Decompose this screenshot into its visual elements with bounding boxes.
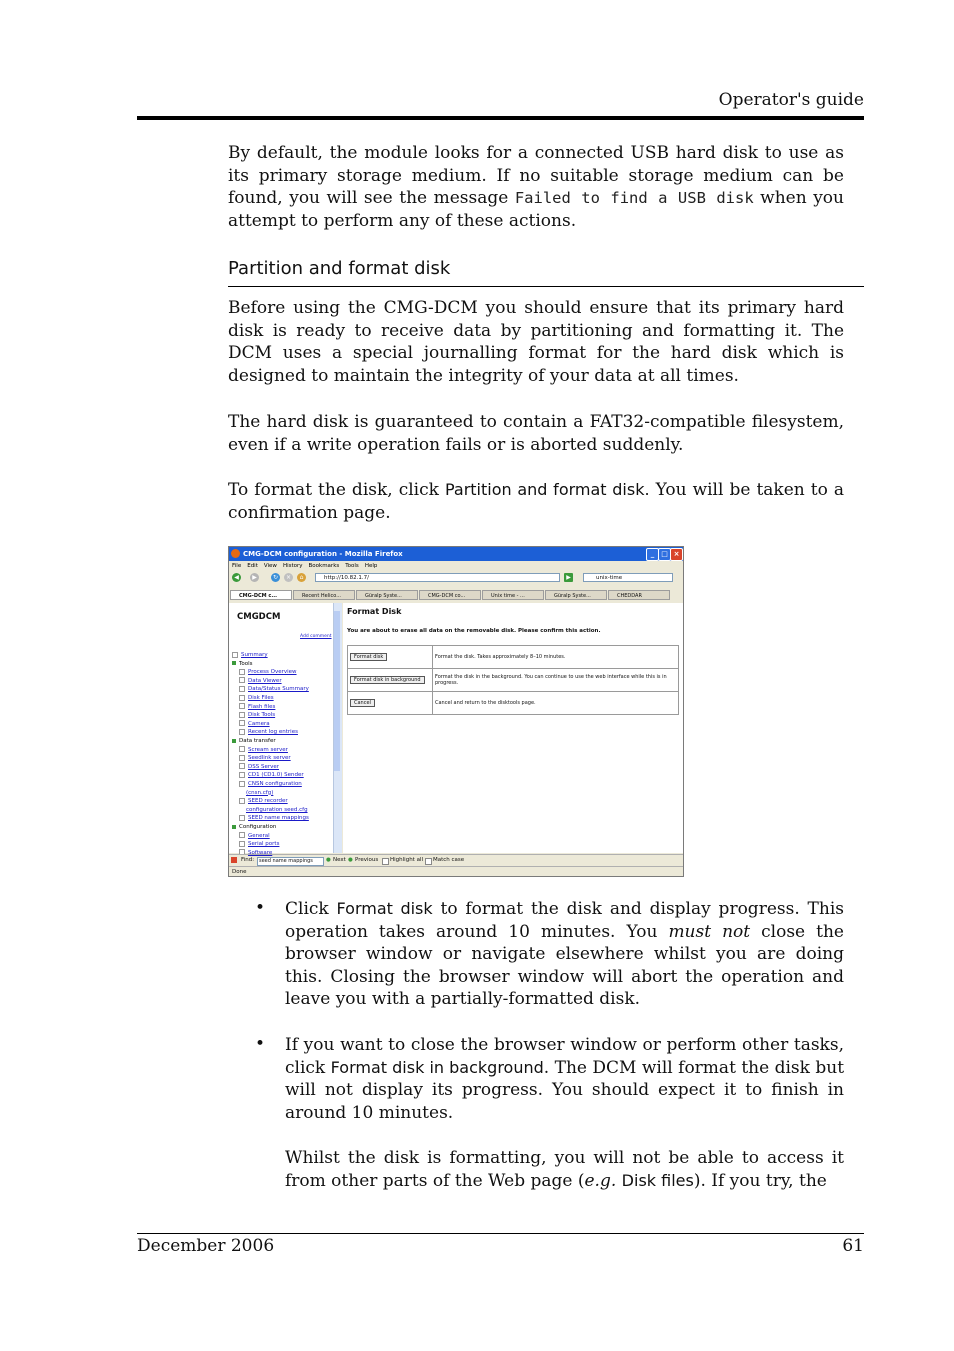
content-title: Format Disk xyxy=(347,607,402,616)
firefox-icon xyxy=(231,549,240,558)
sidebar-item-flash-files[interactable] xyxy=(239,703,275,711)
page-number: 61 xyxy=(842,1236,864,1256)
option-description: Cancel and return to the disktools page. xyxy=(433,692,679,715)
folder-icon xyxy=(232,739,236,743)
sidebar-item-cd1-cd1-0-sender[interactable] xyxy=(239,771,304,779)
find-label: Find: xyxy=(241,857,255,863)
sidebar-item-cnsn-configuration[interactable] xyxy=(239,780,302,788)
sidebar-item-seed-name-mappings[interactable] xyxy=(239,814,309,822)
b1-after: close the browser window or navigate elsewhere whilst you are doing this. Closing the browser window will abort the operation and leave you with a partially-formatted disk. xyxy=(285,921,844,1010)
sidebar-item-data-viewer[interactable] xyxy=(239,677,282,685)
page-icon xyxy=(239,712,245,718)
match-case-checkbox[interactable] xyxy=(425,858,432,865)
sidebar-item-data-transfer xyxy=(232,737,276,745)
format-disk-button[interactable]: Format disk xyxy=(350,653,387,661)
sidebar-item-label: Serial ports xyxy=(248,841,280,848)
sidebar-item-label: General xyxy=(248,832,270,839)
close-find-icon[interactable] xyxy=(231,857,237,863)
sidebar-scroll-thumb[interactable] xyxy=(334,611,340,771)
minimize-icon[interactable]: _ xyxy=(646,548,659,561)
sidebar-item-data-status-summary[interactable] xyxy=(239,685,309,693)
page-icon xyxy=(232,652,238,658)
section-paragraph-2 xyxy=(228,411,844,456)
window-titlebar xyxy=(229,547,683,561)
sidebar-brand: CMGDCM xyxy=(237,612,281,622)
tab-cheddar[interactable]: CHEDDAR xyxy=(608,590,670,600)
b1-emphasis: must not xyxy=(668,921,751,942)
sidebar-item-label: SEED name mappings xyxy=(248,815,309,822)
section-title: Partition and format disk xyxy=(228,258,451,279)
page-icon xyxy=(239,832,245,838)
find-next-button[interactable]: Next xyxy=(333,857,346,863)
sidebar-item-scream-server[interactable] xyxy=(239,746,288,754)
content-warning: You are about to erase all data on the removable disk. Please confirm this action. xyxy=(347,628,601,634)
bullet-marker: • xyxy=(255,898,266,918)
option-description: Format the disk in the background. You can continue to use the web interface while this is in progress. xyxy=(433,669,679,692)
tab-cmg-dcm[interactable]: CMG-DCM c... xyxy=(230,590,292,600)
sidebar-item-disk-files[interactable] xyxy=(239,694,274,702)
forward-icon[interactable]: ▶ xyxy=(250,573,259,582)
sidebar-item-general[interactable] xyxy=(239,832,270,840)
cancel-button[interactable]: Cancel xyxy=(350,699,375,707)
previous-icon[interactable]: ● xyxy=(348,857,353,863)
running-header: Operator's guide xyxy=(718,90,864,110)
table-row xyxy=(348,669,679,692)
tab-recent-helico[interactable]: Recent Helico... xyxy=(293,590,355,600)
intro-text-before: By default, the module looks for a connected USB hard disk to use as its primary storage medium. If no suitable storage medium can be found, you will see the message xyxy=(228,143,844,209)
status-bar xyxy=(229,866,683,877)
option-description: Format the disk. Takes approximately 8–10 minutes. xyxy=(433,646,679,669)
bullet-2 xyxy=(285,1034,844,1124)
sidebar-item-label: configuration seed.cfg xyxy=(246,806,308,813)
para2-text: The hard disk is guaranteed to contain a FAT32-compatible filesystem, even if a write operation fails or is aborted suddenly. xyxy=(228,412,844,455)
intro-paragraph xyxy=(228,142,844,232)
page-icon xyxy=(239,781,245,787)
table-cell xyxy=(348,692,433,715)
sidebar-item-label: SEED recorder xyxy=(248,798,288,805)
sidebar-item-label: Camera xyxy=(248,720,270,727)
sidebar-item-label: Data Viewer xyxy=(248,677,282,684)
sidebar-item-label: Recent log entries xyxy=(248,729,298,736)
sidebar-item-process-overview[interactable] xyxy=(239,668,297,676)
footer-rule xyxy=(137,1233,864,1234)
sidebar-item-disk-tools[interactable] xyxy=(239,711,275,719)
menu-history[interactable]: History xyxy=(282,563,303,569)
para3-after: You will be taken to a confirmation page. xyxy=(228,480,844,523)
browser-screenshot xyxy=(228,546,684,877)
b2-after: . The DCM will format the disk but will not display its progress. You should expect it to finish in around 10 minutes. xyxy=(285,1057,845,1123)
url-input[interactable]: http://10.82.1.7/ xyxy=(315,573,560,582)
page-icon xyxy=(239,720,245,726)
ui-label-format-background: Format disk in background xyxy=(330,1057,544,1077)
header-rule xyxy=(137,116,864,120)
navigation-toolbar xyxy=(229,571,683,585)
menu-bookmarks[interactable]: Bookmarks xyxy=(308,563,340,569)
footer-date: December 2006 xyxy=(137,1236,275,1256)
table-row xyxy=(348,646,679,669)
para1-text: Before using the CMG-DCM you should ensure that its primary hard disk is ready to receive data by partitioning and formatting it. The DCM uses a special journalling format for the hard disk which is designed to maintain the integrity of your data at all times. xyxy=(228,298,844,386)
go-icon[interactable]: ▶ xyxy=(564,573,573,582)
tab-bar xyxy=(229,589,683,601)
menu-bar xyxy=(229,561,683,571)
page-icon xyxy=(239,669,245,675)
maximize-icon[interactable]: □ xyxy=(658,548,671,561)
back-icon[interactable]: ◀ xyxy=(232,573,241,582)
stop-icon[interactable]: × xyxy=(285,574,292,581)
sidebar-item-label: Data transfer xyxy=(239,738,276,744)
sidebar-item-label: Disk Tools xyxy=(248,712,276,719)
folder-icon xyxy=(232,825,236,829)
next-icon[interactable]: ● xyxy=(326,857,331,863)
intro-text-after: when you attempt to perform any of these actions. xyxy=(228,188,844,231)
highlight-icon[interactable] xyxy=(382,858,389,865)
find-input[interactable]: seed name mappings xyxy=(257,857,324,866)
page-icon xyxy=(239,815,245,821)
b2-before: If you want to close the browser window or perform other tasks, click xyxy=(285,1035,844,1078)
page-icon xyxy=(239,798,245,804)
table-cell xyxy=(348,669,433,692)
search-input[interactable]: unix-time xyxy=(583,573,673,582)
sidebar-item-label: Disk Files xyxy=(248,695,274,701)
format-options-table xyxy=(347,645,679,715)
page-icon xyxy=(239,763,245,769)
sidebar-item-label: (cnsn.cfg) xyxy=(246,789,274,796)
sidebar-item-seed-recorder[interactable] xyxy=(239,797,288,805)
section-rule xyxy=(228,286,864,287)
menu-file[interactable]: File xyxy=(232,563,242,569)
sidebar-item-dss-server[interactable] xyxy=(239,763,279,771)
page-icon xyxy=(239,686,245,692)
sidebar-item-label: Seedlink server xyxy=(248,755,291,762)
menu-help[interactable]: Help xyxy=(364,563,378,569)
sidebar-item-label: Scream server xyxy=(248,746,288,753)
sidebar-item-tools xyxy=(232,660,253,668)
b2p2-emphasis: e.g. xyxy=(584,1170,617,1191)
status-text: Done xyxy=(232,869,247,875)
b2p2-after: ). If you try, the xyxy=(693,1170,827,1191)
ui-label-partition: Partition and format disk. xyxy=(444,480,650,499)
sidebar-item-serial-ports[interactable] xyxy=(239,840,279,848)
close-icon[interactable]: × xyxy=(670,548,683,561)
sidebar-item-label: CD1 (CD1.0) Sender xyxy=(248,772,304,779)
bullet-2-para-2 xyxy=(285,1147,844,1192)
b1-before: Click xyxy=(285,899,337,919)
sidebar-item-label: Configuration xyxy=(239,824,277,830)
highlight-all-button[interactable]: Highlight all xyxy=(390,857,424,863)
home-icon[interactable]: ⌂ xyxy=(297,573,306,582)
sidebar-item-label: Tools xyxy=(239,660,253,667)
tab-cmg-dcm-2[interactable]: CMG-DCM co... xyxy=(419,590,481,600)
bullet-marker: • xyxy=(255,1034,266,1054)
page-icon xyxy=(239,772,245,778)
b1-mid: to format the disk and display progress. This operation takes around 10 minutes. You xyxy=(285,899,845,942)
format-disk-background-button[interactable]: Format disk in background xyxy=(350,676,425,684)
section-paragraph-1 xyxy=(228,297,844,387)
menu-tools[interactable]: Tools xyxy=(345,563,359,569)
sidebar-item-recent-log-entries[interactable] xyxy=(239,728,298,736)
sidebar-item-label: DSS Server xyxy=(248,763,280,770)
para3-before: To format the disk, click xyxy=(228,480,445,500)
page-icon xyxy=(239,703,245,709)
tab-guralp-1[interactable]: Güralp Syste... xyxy=(356,590,418,600)
find-previous-button[interactable]: Previous xyxy=(355,857,379,863)
sidebar-item-label: Software xyxy=(248,849,273,856)
add-comment-link[interactable]: Add comment xyxy=(300,634,332,639)
table-cell xyxy=(348,646,433,669)
bullet-1 xyxy=(285,898,844,1011)
sidebar-item-configuration xyxy=(232,823,276,831)
sidebar-item-label: Summary xyxy=(241,652,268,658)
page-icon xyxy=(239,729,245,735)
menu-view[interactable]: View xyxy=(263,563,277,569)
sidebar-item-label: CNSN configuration xyxy=(248,781,302,787)
page-icon xyxy=(239,755,245,761)
table-row xyxy=(348,692,679,715)
reload-icon[interactable]: ↻ xyxy=(272,574,279,581)
page-icon xyxy=(239,746,245,752)
sidebar-item-label: Flash files xyxy=(248,703,276,710)
find-bar xyxy=(229,854,683,866)
ui-label-format-disk: Format disk xyxy=(336,899,433,918)
section-paragraph-3 xyxy=(228,479,844,524)
sidebar-item-summary[interactable] xyxy=(232,651,268,659)
tab-guralp-2[interactable]: Güralp Syste... xyxy=(545,590,607,600)
window-title: CMG-DCM configuration - Mozilla Firefox xyxy=(243,550,403,558)
sidebar-item-label: Process Overview xyxy=(248,669,297,676)
page-icon xyxy=(239,677,245,683)
sidebar-item-cnsn-cfg[interactable] xyxy=(246,789,273,797)
page-icon xyxy=(239,841,245,847)
sidebar xyxy=(229,603,342,856)
ui-label-disk-files: Disk files xyxy=(621,1170,694,1190)
content-pane xyxy=(343,603,683,853)
folder-icon xyxy=(232,661,236,665)
menu-edit[interactable]: Edit xyxy=(247,563,258,569)
sidebar-item-seedlink-server[interactable] xyxy=(239,754,291,762)
tab-unix-time[interactable]: Unix time - ... xyxy=(482,590,544,600)
page-icon xyxy=(239,695,245,701)
sidebar-item-camera[interactable] xyxy=(239,720,270,728)
sidebar-item-label: Data/Status Summary xyxy=(248,686,309,693)
match-case-label: Match case xyxy=(433,857,465,863)
b2p2-before: Whilst the disk is formatting, you will not be able to access it from other parts of the Web page ( xyxy=(285,1148,844,1191)
sidebar-item-configuration-seed-cfg[interactable] xyxy=(246,806,308,814)
error-message: Failed to find a USB disk xyxy=(514,189,754,208)
